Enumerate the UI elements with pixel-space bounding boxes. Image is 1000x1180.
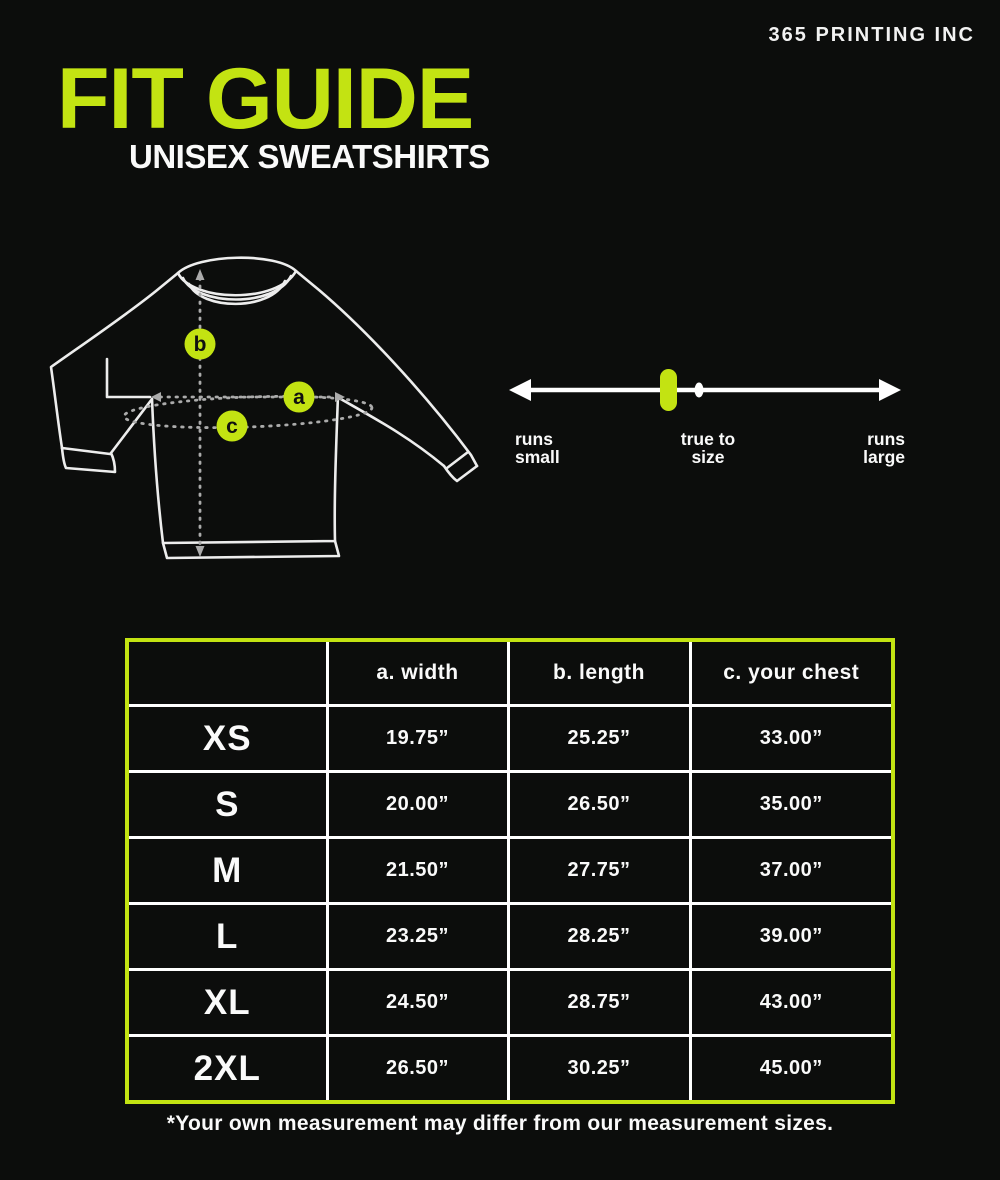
sweatshirt-diagram xyxy=(30,240,500,590)
runs-small-line1: runs xyxy=(515,429,553,449)
brand-text: 365 PRINTING INC xyxy=(768,24,975,46)
table-row-l xyxy=(127,904,893,970)
length-cell: 28.75” xyxy=(508,970,690,1036)
scale-label-true-to-size xyxy=(660,430,756,466)
fit-scale-arrow xyxy=(505,362,905,418)
length-cell: 25.25” xyxy=(508,706,690,772)
runs-large-line1: runs xyxy=(867,429,905,449)
width-cell: 20.00” xyxy=(327,772,508,838)
true-to-size-line1: true to xyxy=(680,429,736,449)
length-cell: 30.25” xyxy=(508,1036,690,1103)
size-cell: M xyxy=(127,838,327,904)
arrowhead-down-icon xyxy=(196,546,205,557)
length-cell: 27.75” xyxy=(508,838,690,904)
width-cell: 23.25” xyxy=(327,904,508,970)
measurement-disclaimer: *Your own measurement may differ from our measurement sizes. xyxy=(166,1112,834,1135)
width-cell: 21.50” xyxy=(327,838,508,904)
table-row-s xyxy=(127,772,893,838)
scale-arrow-left-icon xyxy=(509,379,531,401)
header-cell-size xyxy=(127,640,327,706)
chest-cell: 45.00” xyxy=(690,1036,893,1103)
length-cell: 26.50” xyxy=(508,772,690,838)
size-table-container xyxy=(125,638,895,1104)
chest-cell: 33.00” xyxy=(690,706,893,772)
table-row-m xyxy=(127,838,893,904)
true-to-size-line2: size xyxy=(691,447,725,467)
table-row-2xl xyxy=(127,1036,893,1103)
marker-c-label: c xyxy=(226,415,238,438)
fit-scale xyxy=(505,362,905,477)
width-cell: 26.50” xyxy=(327,1036,508,1103)
header-cell-length: b. length xyxy=(508,640,690,706)
scale-marker-dot xyxy=(695,383,704,398)
chest-cell: 37.00” xyxy=(690,838,893,904)
size-cell: 2XL xyxy=(127,1036,327,1103)
width-cell: 19.75” xyxy=(327,706,508,772)
size-cell: XL xyxy=(127,970,327,1036)
chest-cell: 39.00” xyxy=(690,904,893,970)
table-row-xs xyxy=(127,706,893,772)
scale-arrow-right-icon xyxy=(879,379,901,401)
table-header-row xyxy=(127,640,893,706)
runs-large-line2: large xyxy=(863,447,905,467)
marker-b-label: b xyxy=(193,333,207,356)
chest-cell: 43.00” xyxy=(690,970,893,1036)
header-cell-width: a. width xyxy=(327,640,508,706)
scale-label-runs-large xyxy=(863,430,905,466)
length-cell: 28.25” xyxy=(508,904,690,970)
scale-marker-pill xyxy=(660,369,677,411)
size-cell: XS xyxy=(127,706,327,772)
runs-small-line2: small xyxy=(515,447,560,467)
size-cell: L xyxy=(127,904,327,970)
page-title: FIT GUIDE xyxy=(57,51,474,147)
chest-cell: 35.00” xyxy=(690,772,893,838)
arrowhead-up-icon xyxy=(196,269,205,280)
sweatshirt-outline xyxy=(51,258,477,558)
width-cell: 24.50” xyxy=(327,970,508,1036)
marker-a-label: a xyxy=(293,386,305,409)
size-table xyxy=(125,638,895,1104)
scale-label-runs-small xyxy=(515,430,560,466)
header-cell-chest: c. your chest xyxy=(690,640,893,706)
size-cell: S xyxy=(127,772,327,838)
table-row-xl xyxy=(127,970,893,1036)
page-subtitle: UNISEX SWEATSHIRTS xyxy=(129,138,490,175)
